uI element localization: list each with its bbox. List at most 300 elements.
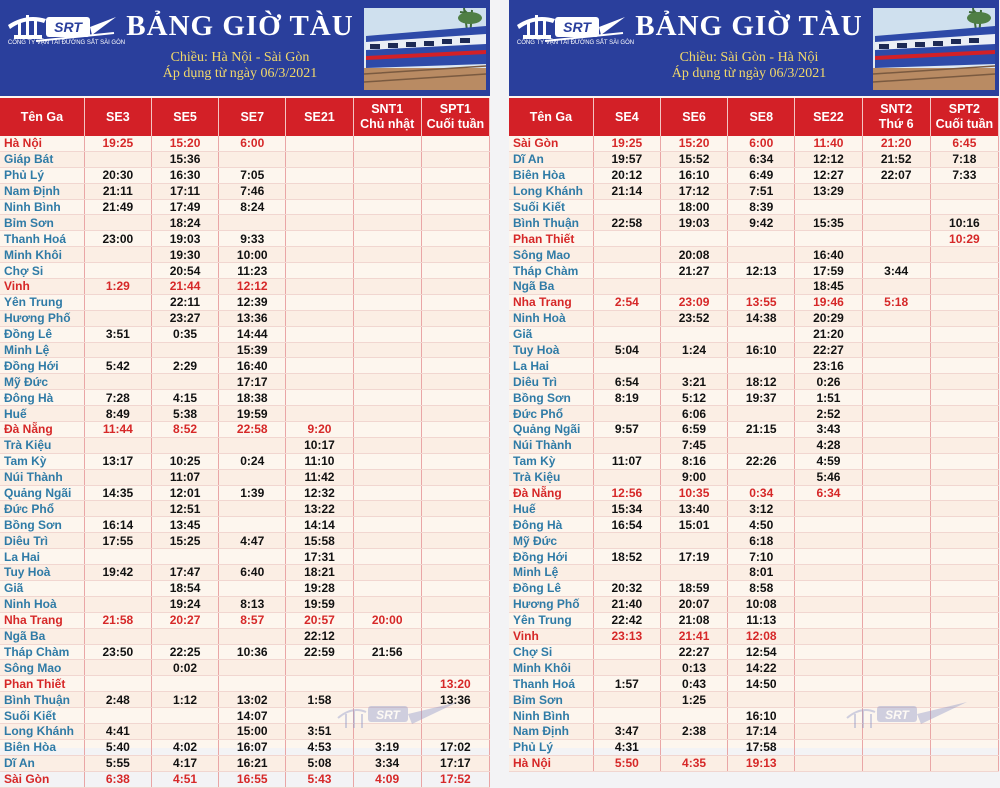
departure-time [930,294,998,310]
table-row [509,660,999,676]
departure-time [593,247,660,263]
departure-time [84,437,151,453]
departure-time: 5:42 [84,358,151,374]
station-name: Bồng Sơn [509,390,593,406]
departure-time: 10:36 [219,644,286,660]
departure-time [151,374,218,390]
station-name: Diêu Trì [0,533,84,549]
departure-time [862,501,930,517]
departure-time: 17:14 [728,723,795,739]
station-name: Trà Kiệu [509,469,593,485]
departure-time [862,565,930,581]
header-label: SE7 [240,109,265,124]
departure-time [930,755,998,771]
departure-time: 17:12 [660,183,727,199]
departure-time: 2:48 [84,692,151,708]
table-row [0,628,490,644]
departure-time: 9:00 [660,469,727,485]
timetable-title: BẢNG GIỜ TÀU [635,10,863,42]
departure-time: 12:12 [219,279,286,295]
column-header-train [795,98,862,136]
header-sublabel: Cuối tuần [935,117,994,131]
departure-time: 1:25 [660,692,727,708]
departure-time: 18:00 [660,199,727,215]
departure-time: 15:58 [286,533,353,549]
departure-time [151,342,218,358]
departure-time [151,437,218,453]
departure-time [795,517,862,533]
header-label: Tên Ga [20,109,64,124]
departure-time [219,628,286,644]
departure-time: 19:03 [151,231,218,247]
station-name: Sài Gòn [509,136,593,151]
departure-time [421,644,489,660]
departure-time [862,612,930,628]
departure-time [353,215,421,231]
departure-time [286,151,353,167]
departure-time [930,406,998,422]
table-row [509,580,999,596]
departure-time: 14:50 [728,676,795,692]
departure-time [728,406,795,422]
table-row [0,517,490,533]
departure-time [84,215,151,231]
timetable-table [509,98,999,772]
station-name: Dĩ An [0,755,84,771]
departure-time: 3:34 [353,755,421,771]
departure-time: 13:36 [421,692,489,708]
departure-time [728,469,795,485]
departure-time: 5:50 [593,755,660,771]
station-name: Chợ Si [509,644,593,660]
table-row [509,628,999,644]
station-name: Đà Nẵng [509,485,593,501]
departure-time [84,342,151,358]
departure-time [219,660,286,676]
departure-time [84,263,151,279]
departure-time: 19:46 [795,294,862,310]
departure-time [84,294,151,310]
station-name: Bình Thuận [0,692,84,708]
table-row [509,215,999,231]
departure-time [421,326,489,342]
srt-watermark-icon [837,696,997,744]
station-name: Thanh Hoá [0,231,84,247]
table-row [0,310,490,326]
departure-time [593,565,660,581]
departure-time: 7:33 [930,167,998,183]
departure-time: 19:03 [660,215,727,231]
station-name: Minh Khôi [509,660,593,676]
table-row [509,755,999,771]
svg-text:SRT: SRT [54,19,82,35]
station-name: Giã [509,326,593,342]
departure-time [795,533,862,549]
departure-time: 3:43 [795,422,862,438]
station-name: Đức Phổ [509,406,593,422]
departure-time [353,326,421,342]
station-name: Minh Lệ [0,342,84,358]
departure-time [286,294,353,310]
departure-time [151,723,218,739]
departure-time [421,279,489,295]
departure-time: 15:00 [219,723,286,739]
station-name: Nam Định [0,183,84,199]
departure-time: 15:52 [660,151,727,167]
srt-logo-icon [515,5,627,55]
departure-time [84,708,151,724]
departure-time [862,183,930,199]
departure-time [421,183,489,199]
departure-time: 22:07 [862,167,930,183]
departure-time [286,660,353,676]
departure-time: 5:08 [286,755,353,771]
table-row [0,167,490,183]
departure-time: 4:50 [728,517,795,533]
departure-time [421,437,489,453]
departure-time [930,199,998,215]
column-header-train [862,98,930,136]
departure-time [862,660,930,676]
departure-time: 22:58 [219,422,286,438]
departure-time: 22:27 [660,644,727,660]
table-row [0,247,490,263]
table-row [509,453,999,469]
departure-time: 20:07 [660,596,727,612]
departure-time: 4:02 [151,739,218,755]
departure-time: 18:21 [286,565,353,581]
departure-time: 17:31 [286,549,353,565]
table-row [0,644,490,660]
departure-time: 12:54 [728,644,795,660]
station-name: Hà Nội [0,136,84,151]
departure-time [930,342,998,358]
departure-time [862,422,930,438]
station-name: Ninh Hoà [509,310,593,326]
column-header-train [421,98,489,136]
station-name: Ninh Hoà [0,596,84,612]
station-name: Đồng Lê [509,580,593,596]
departure-time: 19:59 [286,596,353,612]
departure-time [421,294,489,310]
station-name: Hà Nội [509,755,593,771]
departure-time: 22:59 [286,644,353,660]
table-row [509,437,999,453]
departure-time: 22:12 [286,628,353,644]
departure-time: 13:20 [421,676,489,692]
departure-time: 18:54 [151,580,218,596]
departure-time [728,279,795,295]
departure-time [353,199,421,215]
column-header-train [930,98,998,136]
departure-time: 8:57 [219,612,286,628]
departure-time: 12:12 [795,151,862,167]
departure-time: 13:45 [151,517,218,533]
station-name: Tam Kỳ [509,453,593,469]
departure-time [286,231,353,247]
timetable-panel-hanoi-saigon [0,0,490,787]
departure-time [421,199,489,215]
departure-time [728,692,795,708]
departure-time: 21:44 [151,279,218,295]
departure-time: 2:54 [593,294,660,310]
table-row [0,660,490,676]
departure-time [795,199,862,215]
table-header [0,98,490,136]
station-name: Giáp Bát [0,151,84,167]
departure-time [353,453,421,469]
departure-time: 10:08 [728,596,795,612]
departure-time [421,151,489,167]
departure-time: 4:51 [151,771,218,787]
departure-time: 14:22 [728,660,795,676]
station-name: Hương Phố [509,596,593,612]
departure-time: 23:50 [84,644,151,660]
departure-time: 5:55 [84,755,151,771]
departure-time [930,358,998,374]
table-row [0,342,490,358]
departure-time [660,708,727,724]
departure-time [795,644,862,660]
departure-time: 17:58 [728,739,795,755]
departure-time [862,437,930,453]
departure-time [421,263,489,279]
table-row [509,422,999,438]
station-name: Yên Trung [0,294,84,310]
departure-time: 5:12 [660,390,727,406]
departure-time: 1:51 [795,390,862,406]
departure-time: 8:13 [219,596,286,612]
departure-time [353,628,421,644]
table-row [509,310,999,326]
departure-time: 22:26 [728,453,795,469]
departure-time: 17:19 [660,549,727,565]
station-name: Huế [0,406,84,422]
departure-time: 23:13 [593,628,660,644]
departure-time [930,422,998,438]
timetable-title: BẢNG GIỜ TÀU [126,10,354,42]
header-label: SE3 [106,109,130,124]
station-name: Núi Thành [0,469,84,485]
srt-logo-icon [6,5,118,55]
departure-time: 17:17 [219,374,286,390]
station-name: Bỉm Sơn [0,215,84,231]
departure-time: 19:13 [728,755,795,771]
table-row [0,565,490,581]
departure-time [593,358,660,374]
departure-time: 14:07 [219,708,286,724]
departure-time [862,453,930,469]
departure-time: 0:02 [151,660,218,676]
departure-time: 4:15 [151,390,218,406]
station-name: Sông Mao [0,660,84,676]
departure-time: 1:39 [219,485,286,501]
table-row [0,215,490,231]
departure-time [862,326,930,342]
departure-time: 19:25 [84,136,151,151]
departure-time: 8:52 [151,422,218,438]
departure-time [151,676,218,692]
departure-time: 21:11 [84,183,151,199]
departure-time: 7:10 [728,549,795,565]
departure-time: 16:14 [84,517,151,533]
departure-time [930,628,998,644]
departure-time: 21:15 [728,422,795,438]
departure-time: 21:41 [660,628,727,644]
departure-time [930,612,998,628]
table-row [509,374,999,390]
departure-time [421,549,489,565]
departure-time: 21:20 [795,326,862,342]
departure-time [286,390,353,406]
table-row [0,485,490,501]
table-row [0,263,490,279]
departure-time: 20:57 [286,612,353,628]
departure-time: 5:04 [593,342,660,358]
table-row [0,294,490,310]
departure-time: 22:11 [151,294,218,310]
departure-time [421,422,489,438]
departure-time: 6:18 [728,533,795,549]
table-row [509,247,999,263]
departure-time [421,501,489,517]
departure-time: 4:59 [795,453,862,469]
departure-time [930,549,998,565]
departure-time [930,469,998,485]
departure-time: 17:02 [421,739,489,755]
departure-time [84,374,151,390]
departure-time: 17:47 [151,565,218,581]
departure-time: 18:24 [151,215,218,231]
svg-text:SRT: SRT [885,708,909,722]
departure-time: 4:17 [151,755,218,771]
header-sublabel: Thứ 6 [878,117,914,131]
departure-time: 14:38 [728,310,795,326]
table-body [0,136,490,787]
effective-date: Áp dụng từ ngày 06/3/2021 [162,66,318,81]
header-label: SE8 [749,109,774,124]
station-name: Bình Thuận [509,215,593,231]
departure-time [930,326,998,342]
header-sublabel: Cuối tuần [426,117,485,131]
table-row [509,644,999,660]
departure-time [353,294,421,310]
station-name: Đông Hà [509,517,593,533]
header-label: SE5 [173,109,197,124]
departure-time [930,279,998,295]
header-row [0,98,490,136]
column-header-train [84,98,151,136]
departure-time: 7:28 [84,390,151,406]
departure-time [862,533,930,549]
table-row [509,676,999,692]
departure-time [219,676,286,692]
station-name: Diêu Trì [509,374,593,390]
departure-time [353,517,421,533]
table-row [0,612,490,628]
table-row [0,422,490,438]
station-name: Tuy Hoà [0,565,84,581]
departure-time [421,469,489,485]
column-header-station [0,98,84,136]
departure-time: 5:38 [151,406,218,422]
departure-time: 15:35 [795,215,862,231]
station-name: Phan Thiết [0,676,84,692]
departure-time: 13:02 [219,692,286,708]
departure-time: 9:57 [593,422,660,438]
departure-time [660,565,727,581]
departure-time [421,342,489,358]
departure-time [219,517,286,533]
column-header-train [286,98,353,136]
departure-time [930,437,998,453]
departure-time: 8:24 [219,199,286,215]
departure-time: 19:25 [593,136,660,151]
departure-time [862,755,930,771]
departure-time: 18:12 [728,374,795,390]
departure-time [353,151,421,167]
table-row [0,596,490,612]
departure-time: 17:55 [84,533,151,549]
station-name: Bồng Sơn [0,517,84,533]
station-name: Sông Mao [509,247,593,263]
departure-time [421,612,489,628]
departure-time [593,469,660,485]
table-row [0,580,490,596]
station-name: Dĩ An [509,151,593,167]
departure-time [862,390,930,406]
departure-time [930,310,998,326]
table-row [0,326,490,342]
svg-text:SRT: SRT [563,19,591,35]
station-name: Biên Hòa [509,167,593,183]
departure-time [353,310,421,326]
departure-time [421,533,489,549]
departure-time: 3:51 [84,326,151,342]
departure-time: 17:52 [421,771,489,787]
departure-time [219,469,286,485]
column-header-train [593,98,660,136]
departure-time [353,263,421,279]
departure-time: 17:59 [795,263,862,279]
departure-time: 12:27 [795,167,862,183]
departure-time [862,549,930,565]
departure-time: 23:52 [660,310,727,326]
table-row [0,676,490,692]
departure-time: 2:38 [660,723,727,739]
station-name: Đà Nẵng [0,422,84,438]
departure-time [421,247,489,263]
departure-time: 15:20 [151,136,218,151]
effective-date: Áp dụng từ ngày 06/3/2021 [671,66,827,81]
departure-time [353,533,421,549]
departure-time [421,215,489,231]
station-name: Quảng Ngãi [0,485,84,501]
departure-time: 11:40 [795,136,862,151]
departure-time: 16:40 [795,247,862,263]
table-row [509,358,999,374]
departure-time: 0:13 [660,660,727,676]
departure-time [862,199,930,215]
departure-time [353,565,421,581]
table-row [509,533,999,549]
station-name: Giã [0,580,84,596]
departure-time: 5:43 [286,771,353,787]
departure-time: 17:17 [421,755,489,771]
departure-time: 3:51 [286,723,353,739]
departure-time [862,247,930,263]
departure-time [421,596,489,612]
